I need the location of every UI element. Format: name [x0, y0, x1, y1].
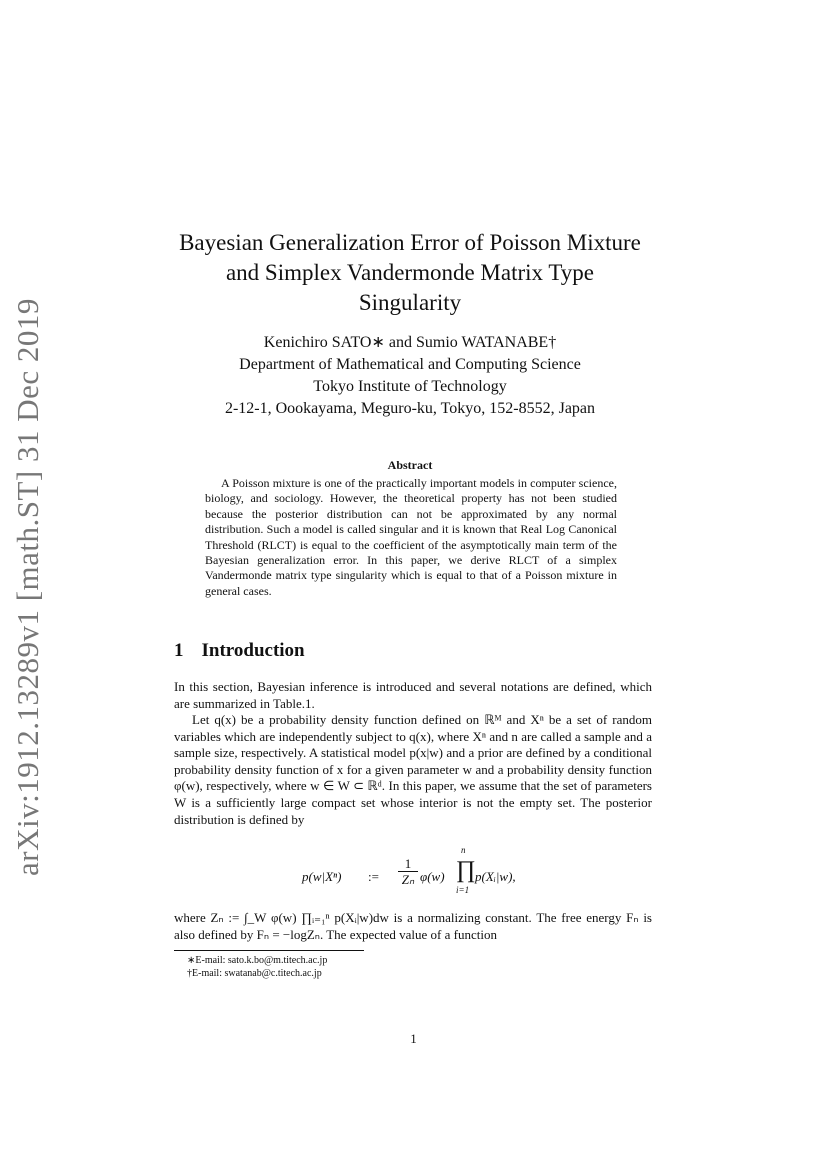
- author-institute: Tokyo Institute of Technology: [313, 378, 507, 395]
- abstract-heading: Abstract: [387, 458, 433, 472]
- intro-paragraph-2: Let q(x) be a probability density function defined on ℝᴹ and Xⁿ be a set of random variables which are independently subject to q(x), where Xⁿ and n are called a sample and a sample size, respectively. A statistical model p(x|w) and a prior are defined by a conditional probability density function of x for a given parameter w and a probability density function φ(w), respectively, where w ∈ W ⊂ ℝᵈ. In this paper, we assume that the set of parameters W is a sufficiently large compact set whose interior is not the empty set. The posterior distribution is defined by: [174, 712, 652, 827]
- equation-prior: φ(w): [420, 869, 445, 884]
- equation-fraction: [398, 857, 418, 887]
- footnote-2: †E-mail: swatanab@c.titech.ac.jp: [187, 968, 322, 979]
- title-line-2: and Simplex Vandermonde Matrix Type: [225, 260, 595, 285]
- product-lower-limit: i=1: [456, 885, 470, 895]
- author-address: 2-12-1, Oookayama, Meguro-ku, Tokyo, 152-8552, Japan: [224, 400, 596, 417]
- product-symbol: ∏: [456, 857, 476, 883]
- fraction-numerator: 1: [398, 857, 418, 872]
- author-department: Department of Mathematical and Computing Science: [239, 356, 581, 373]
- arxiv-identifier-stamp: arXiv:1912.13289v1 [math.ST] 31 Dec 2019: [10, 298, 45, 876]
- equation-lhs: p(w|Xⁿ): [302, 869, 342, 884]
- intro-paragraph-1: In this section, Bayesian inference is introduced and several notations are defined, which are summarized in Table.1.: [174, 679, 652, 711]
- author-names: Kenichiro SATO∗ and Sumio WATANABE†: [263, 334, 557, 351]
- author-block: [190, 332, 630, 420]
- posterior-equation: [300, 845, 560, 901]
- fraction-denominator: Zₙ: [401, 872, 415, 887]
- paper-title: [150, 228, 670, 318]
- abstract-text: A Poisson mixture is one of the practically important models in computer science, biology, and sociology. However, the theoretical property has not been studied because the posterior distribution can not be approximated by any normal distribution. Such a model is called singular and it is known that Real Log Canonical Threshold (RLCT) is equal to the coefficient of the asymptotically main term of the Bayesian generalization error. In this paper, we derive RLCT of a simplex Vandermonde matrix type singularity which is equal to that of a Poisson mixture in general cases.: [205, 476, 617, 598]
- equation-defeq: :=: [368, 869, 379, 884]
- section-title: Introduction: [201, 640, 305, 661]
- equation-rhs: p(Xᵢ|w),: [475, 869, 516, 884]
- page-number: 1: [410, 1031, 417, 1046]
- intro-paragraph-3: where Zₙ := ∫_W φ(w) ∏ᵢ₌₁ⁿ p(Xᵢ|w)dw is a normalizing constant. The free energy Fₙ is also defined by Fₙ = −logZₙ. The expected value of a function: [174, 910, 652, 942]
- section-heading: [174, 640, 305, 662]
- footnote-rule: [174, 950, 364, 951]
- title-line-3: Singularity: [358, 290, 462, 315]
- section-number: 1: [174, 640, 184, 661]
- product-upper-limit: n: [461, 845, 466, 855]
- footnote-1: ∗E-mail: sato.k.bo@m.titech.ac.jp: [187, 955, 328, 966]
- title-line-1: Bayesian Generalization Error of Poisson Mixture: [179, 230, 641, 255]
